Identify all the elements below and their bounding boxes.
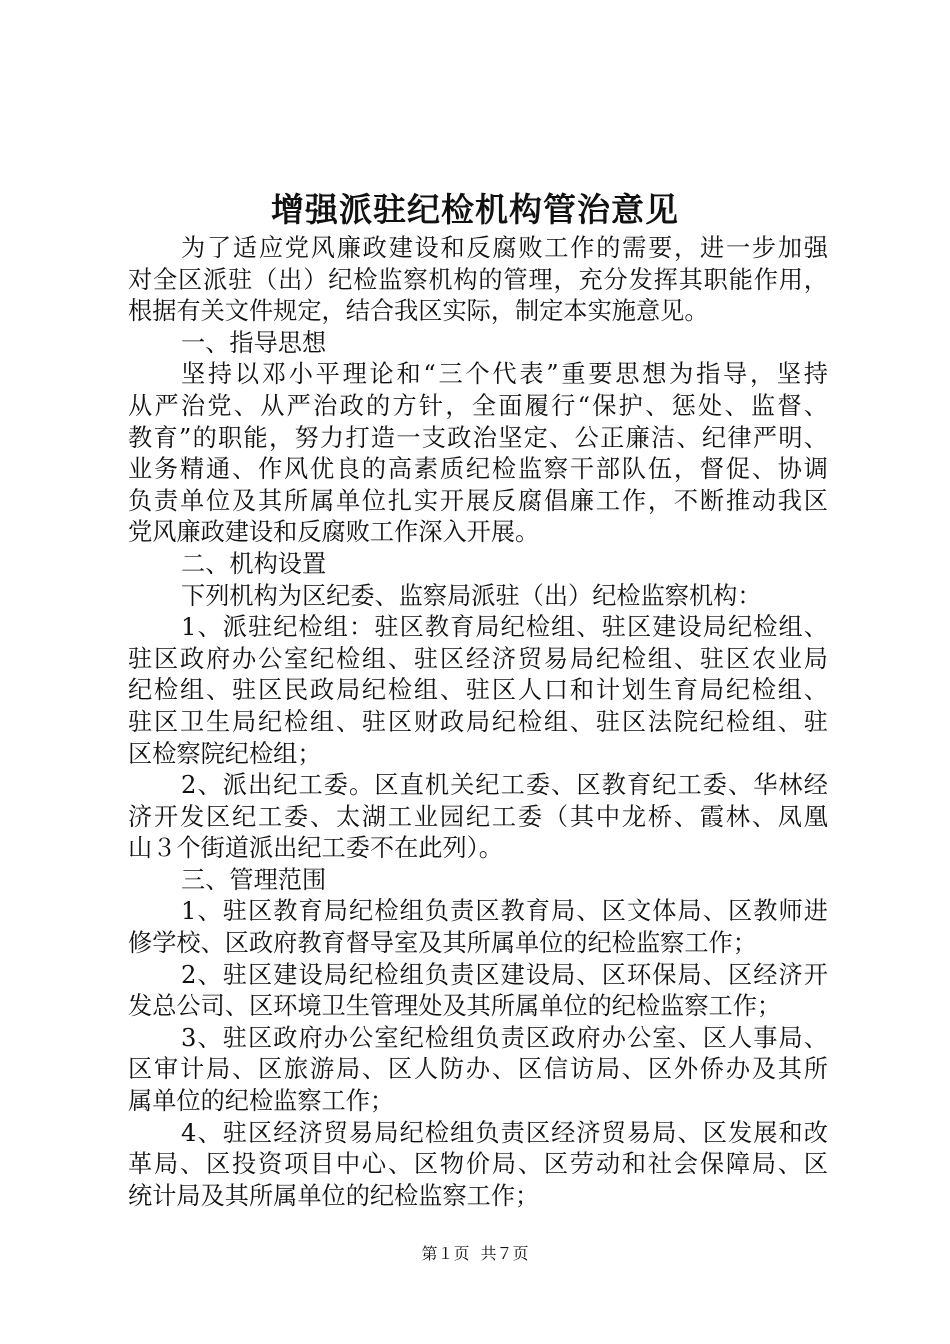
document-body — [128, 233, 828, 1212]
paragraph-line: 1、派驻纪检组：驻区教育局纪检组、驻区建设局纪检组、 — [181, 613, 828, 642]
section-heading: 一、指导思想 — [181, 328, 327, 357]
paragraph-line: 负责单位及其所属单位扎实开展反腐倡廉工作，不断推动我区 — [128, 486, 828, 515]
paragraph-line: 坚持以邓小平理论和“三个代表”重要思想为指导，坚持 — [181, 360, 828, 389]
paragraph-line: 属单位的纪检监察工作； — [128, 1087, 395, 1116]
section-heading: 三、管理范围 — [181, 865, 327, 894]
paragraph-line: 区审计局、区旅游局、区人防办、区信访局、区外侨办及其所 — [128, 1055, 828, 1084]
paragraph-line: 2、驻区建设局纪检组负责区建设局、区环保局、区经济开 — [181, 960, 828, 989]
paragraph-line: 1、驻区教育局纪检组负责区教育局、区文体局、区教师进 — [181, 897, 828, 926]
paragraph-line: 纪检组、驻区民政局纪检组、驻区人口和计划生育局纪检组、 — [128, 676, 828, 705]
paragraph-line: 修学校、区政府教育督导室及其所属单位的纪检监察工作； — [128, 929, 757, 958]
paragraph-line: 根据有关文件规定，结合我区实际，制定本实施意见。 — [128, 297, 709, 326]
paragraph-line: 业务精通、作风优良的高素质纪检监察干部队伍，督促、协调 — [128, 455, 828, 484]
page-number-footer: 第１页 共７页 — [421, 1244, 529, 1263]
document-title: 增强派驻纪检机构管治意见 — [271, 190, 679, 229]
paragraph-line: 对全区派驻（出）纪检监察机构的管理，充分发挥其职能作用， — [128, 265, 828, 294]
paragraph-line: 为了适应党风廉政建设和反腐败工作的需要，进一步加强 — [181, 234, 828, 262]
paragraph-line: 3、驻区政府办公室纪检组负责区政府办公室、区人事局、 — [181, 1023, 828, 1052]
paragraph-line: 从严治党、从严治政的方针，全面履行“保护、惩处、监督、 — [128, 391, 828, 420]
paragraph-line: 2、派出纪工委。区直机关纪工委、区教育纪工委、华林经 — [181, 771, 828, 800]
paragraph-line: 教育”的职能，努力打造一支政治坚定、公正廉洁、纪律严明、 — [128, 423, 828, 452]
paragraph-line: 驻区政府办公室纪检组、驻区经济贸易局纪检组、驻区农业局 — [128, 644, 828, 673]
paragraph-line: 党风廉政建设和反腐败工作深入开展。 — [128, 518, 540, 547]
section-heading: 二、机构设置 — [181, 549, 327, 578]
paragraph-line: 驻区卫生局纪检组、驻区财政局纪检组、驻区法院纪检组、驻 — [128, 707, 828, 736]
paragraph-line: 发总公司、区环境卫生管理处及其所属单位的纪检监察工作； — [128, 992, 782, 1021]
paragraph-line: 下列机构为区纪委、监察局派驻（出）纪检监察机构： — [181, 581, 762, 610]
paragraph-line: 济开发区纪工委、太湖工业园纪工委（其中龙桥、霞林、凤凰 — [128, 802, 828, 831]
paragraph-line: 革局、区投资项目中心、区物价局、区劳动和社会保障局、区 — [128, 1150, 828, 1179]
paragraph-line: 统计局及其所属单位的纪检监察工作； — [128, 1181, 540, 1210]
paragraph-line: 区检察院纪检组； — [128, 739, 322, 768]
paragraph-line: 山３个街道派出纪工委不在此列）。 — [128, 834, 503, 863]
paragraph-line: 4、驻区经济贸易局纪检组负责区经济贸易局、区发展和改 — [181, 1118, 828, 1147]
